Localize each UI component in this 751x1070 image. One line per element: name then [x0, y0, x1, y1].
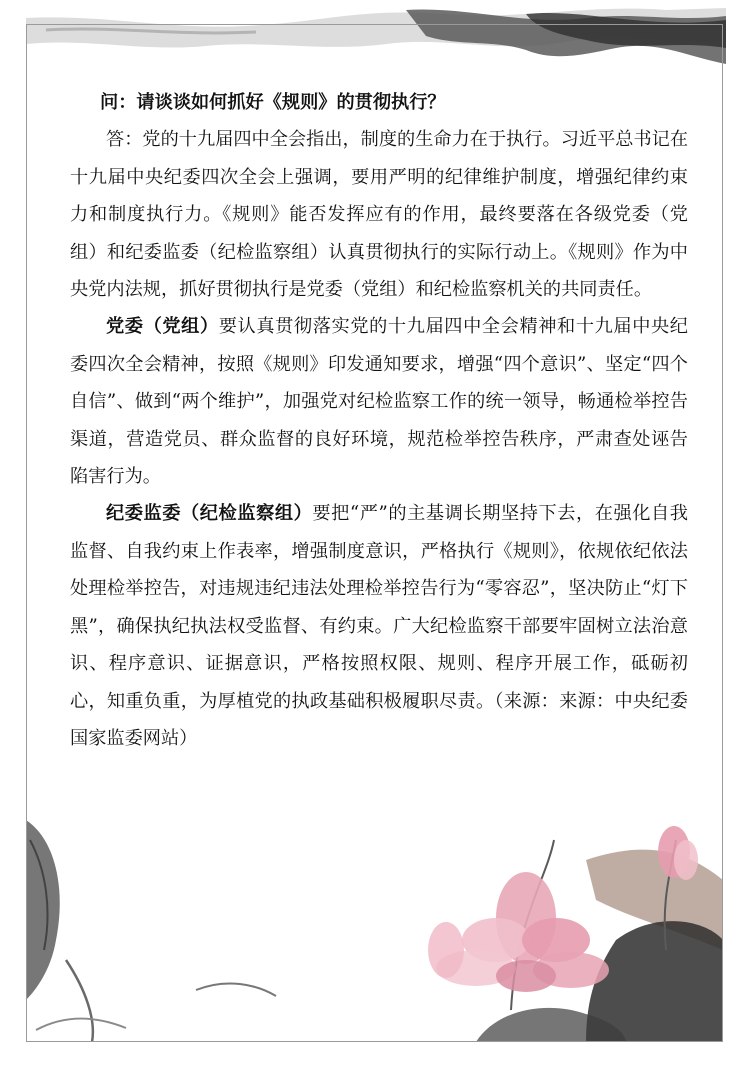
- article-body: [70, 84, 688, 757]
- party-committee-lead: 党委（党组）: [106, 316, 219, 338]
- question-heading: 问：请谈谈如何抓好《规则》的贯彻执行？: [100, 92, 446, 113]
- discipline-commission-text: 要把“严”的主基调长期坚持下去，在强化自我监督、自我约束上作表率，增强制度意识，严格执行《规则》，依规依纪依法处理检举控告，对违规违纪违法处理检举控告行为“零容忍”，坚决防止“灯下黑”，确保执纪执法权受监督、有约束。广大纪检监察干部要牢固树立法治意识、程序意识、证据意识，严格按照权限、规则、程序开展工作，砥砺初心，知重负重，为厚植党的执政基础积极履职尽责。（来源：来源：中央纪委国家监委网站）: [70, 503, 688, 749]
- discipline-commission-paragraph: [70, 495, 688, 757]
- answer-paragraph: 答：党的十九届四中全会指出，制度的生命力在于执行。习近平总书记在十九届中央纪委四次全会上强调，要用严明的纪律维护制度，增强纪律约束力和制度执行力。《规则》能否发挥应有的作用，最终要落在各级党委（党组）和纪委监委（纪检监察组）认真贯彻执行的实际行动上。《规则》作为中央党内法规，抓好贯彻执行是党委（党组）和纪检监察机关的共同责任。: [70, 129, 689, 301]
- party-committee-text: 要认真贯彻落实党的十九届四中全会精神和十九届中央纪委四次全会精神，按照《规则》印发通知要求，增强“四个意识”、坚定“四个自信”、做到“两个维护”，加强党对纪检监察工作的统一领导，畅通检举控告渠道，营造党员、群众监督的良好环境，规范检举控告秩序，严肃查处诬告陷害行为。: [70, 316, 688, 488]
- party-committee-paragraph: [70, 308, 688, 495]
- discipline-commission-lead: 纪委监委（纪检监察组）: [106, 503, 313, 525]
